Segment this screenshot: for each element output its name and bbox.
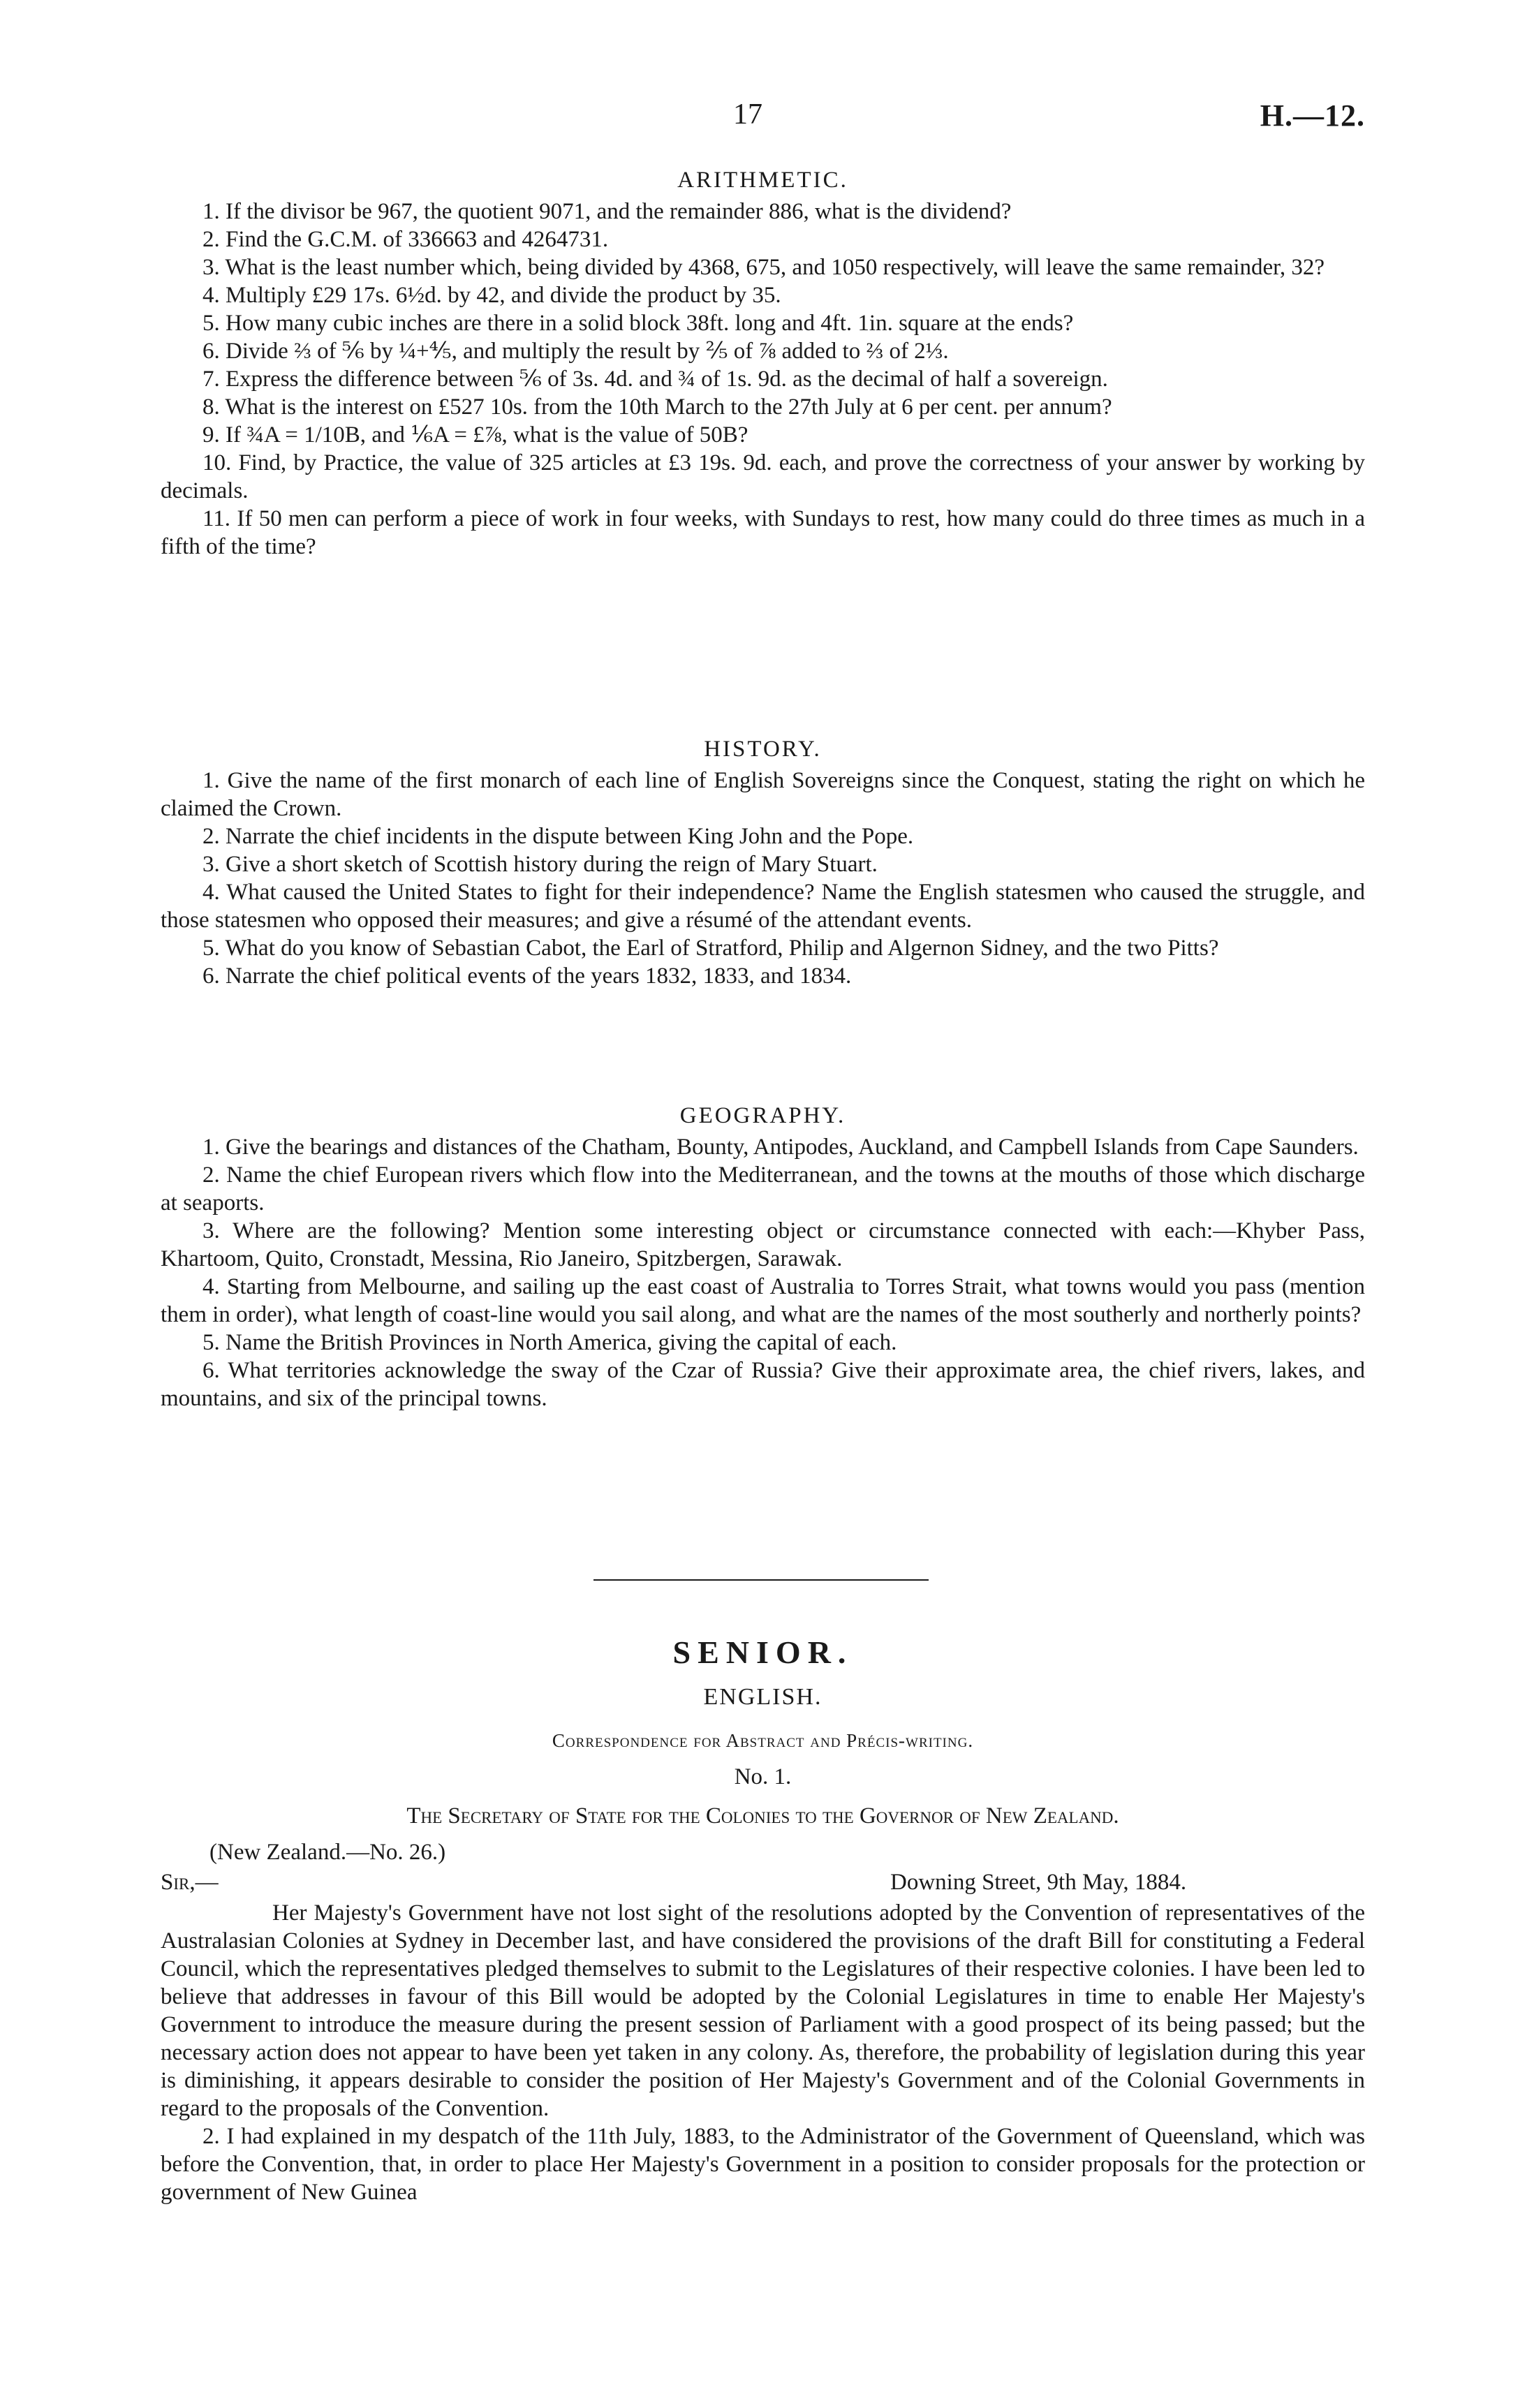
letter-from-to: The Secretary of State for the Colonies to the Governor of New Zealand. [406,1803,1119,1829]
history-question: 4. What caused the United States to fight for their independence? Name the English statesmen who caused the struggle, and those statesmen who opposed their measures; and give a résumé of the attendant events. [161,880,1365,933]
arithmetic-question: 4. Multiply £29 17s. 6½d. by 42, and divide the product by 35. [202,283,781,308]
geography-question: 4. Starting from Melbourne, and sailing up the east coast of Australia to Torres Strait, what towns would you pass (mention them in order), what length of coast-line would you sail along, and what are the names of the most southerly and northerly points? [161,1274,1365,1327]
geography-section [161,1103,1365,1412]
history-question: 6. Narrate the chief political events of the years 1832, 1833, and 1834. [202,963,852,989]
arithmetic-heading: ARITHMETIC. [677,168,848,193]
arithmetic-question: 6. Divide ⅔ of ⅚ by ¼+⅘, and multiply the result by ⅖ of ⅞ added to ⅔ of 2⅓. [202,339,949,364]
letter-dateline: Downing Street, 9th May, 1884. [890,1870,1187,1895]
history-question: 2. Narrate the chief incidents in the dispute between King John and the Pope. [202,824,914,849]
senior-heading: SENIOR. [672,1634,853,1670]
letter-salutation: Sir,— [161,1870,219,1895]
arithmetic-question: 1. If the divisor be 967, the quotient 9071, and the remainder 886, what is the dividend? [202,199,1012,224]
arithmetic-question: 5. How many cubic inches are there in a solid block 38ft. long and 4ft. 1in. square at the ends? [202,311,1074,336]
geography-heading: GEOGRAPHY. [679,1103,846,1128]
arithmetic-question: 7. Express the difference between ⅚ of 3s. 4d. and ¾ of 1s. 9d. as the decimal of half a sovereign. [202,367,1108,392]
english-heading: ENGLISH. [703,1684,823,1710]
arithmetic-question: 2. Find the G.C.M. of 336663 and 4264731. [202,227,609,252]
document-reference: H.—12. [1260,98,1365,133]
letter-paragraph: Her Majesty's Government have not lost sight of the resolutions adopted by the Convention of representatives of the Australasian Colonies at Sydney in December last, and have considered the provisions of the draft Bill for constituting a Federal Council, which the representatives pledged themselves to submit to the Legislatures of their respective colonies. I have been led to believe that addresses in favour of this Bill would be adopted by the Colonial Legislatures in time to enable Her Majesty's Government to introduce the measure during the present session of Parliament with a good prospect of its being passed; but the necessary action does not appear to have been yet taken in any colony. As, therefore, the probability of legislation during this year is diminishing, it appears desirable to consider the position of Her Majesty's Government and of the Colonial Governments in regard to the proposals of the Convention. [161,1900,1365,2121]
arithmetic-section [161,168,1365,561]
geography-question: 6. What territories acknowledge the sway of the Czar of Russia? Give their approximate area, the chief rivers, lakes, and mountains, and six of the principal towns. [161,1358,1365,1411]
page-number: 17 [733,98,762,131]
geography-question: 1. Give the bearings and distances of the Chatham, Bounty, Antipodes, Auckland, and Campbell Islands from Cape Saunders. [202,1135,1359,1160]
arithmetic-question: 8. What is the interest on £527 10s. from the 10th March to the 27th July at 6 per cent. per annum? [202,394,1112,420]
arithmetic-question: 11. If 50 men can perform a piece of work in four weeks, with Sundays to rest, how many could do three times as much in a fifth of the time? [161,506,1365,559]
history-heading: HISTORY. [704,737,822,762]
geography-question: 3. Where are the following? Mention some interesting object or circumstance connected with each:—Khyber Pass, Khartoom, Quito, Cronstadt, Messina, Rio Janeiro, Spitzbergen, Sarawak. [161,1218,1365,1271]
geography-question: 5. Name the British Provinces in North America, giving the capital of each. [202,1330,897,1355]
geography-question: 2. Name the chief European rivers which flow into the Mediterranean, and the towns at the mouths of those which discharge at seaports. [161,1162,1365,1216]
correspondence-heading: Correspondence for Abstract and Précis-writing. [552,1730,974,1751]
arithmetic-question: 3. What is the least number which, being divided by 4368, 675, and 1050 respectively, will leave the same remainder, 32? [202,255,1325,280]
letter-reference: (New Zealand.—No. 26.) [209,1840,446,1865]
letter-number: No. 1. [734,1764,792,1789]
letter-paragraph: 2. I had explained in my despatch of the 11th July, 1883, to the Administrator of the Government of Queensland, which was before the Convention, that, in order to place Her Majesty's Government in a position to consider proposals for the protection or government of New Guinea [161,2124,1365,2205]
history-question: 5. What do you know of Sebastian Cabot, the Earl of Stratford, Philip and Algernon Sidney, and the two Pitts? [202,936,1219,961]
page-header [161,98,1365,140]
section-divider [593,1579,929,1581]
history-question: 3. Give a short sketch of Scottish history during the reign of Mary Stuart. [202,852,878,877]
history-section [161,737,1365,990]
arithmetic-question: 9. If ¾A = 1/10B, and ⅙A = £⅞, what is the value of 50B? [202,422,748,448]
history-question: 1. Give the name of the first monarch of each line of English Sovereigns since the Conquest, stating the right on which he claimed the Crown. [161,768,1365,821]
letter-body [161,1899,1365,2206]
arithmetic-question: 10. Find, by Practice, the value of 325 articles at £3 19s. 9d. each, and prove the correctness of your answer by working by decimals. [161,450,1365,503]
